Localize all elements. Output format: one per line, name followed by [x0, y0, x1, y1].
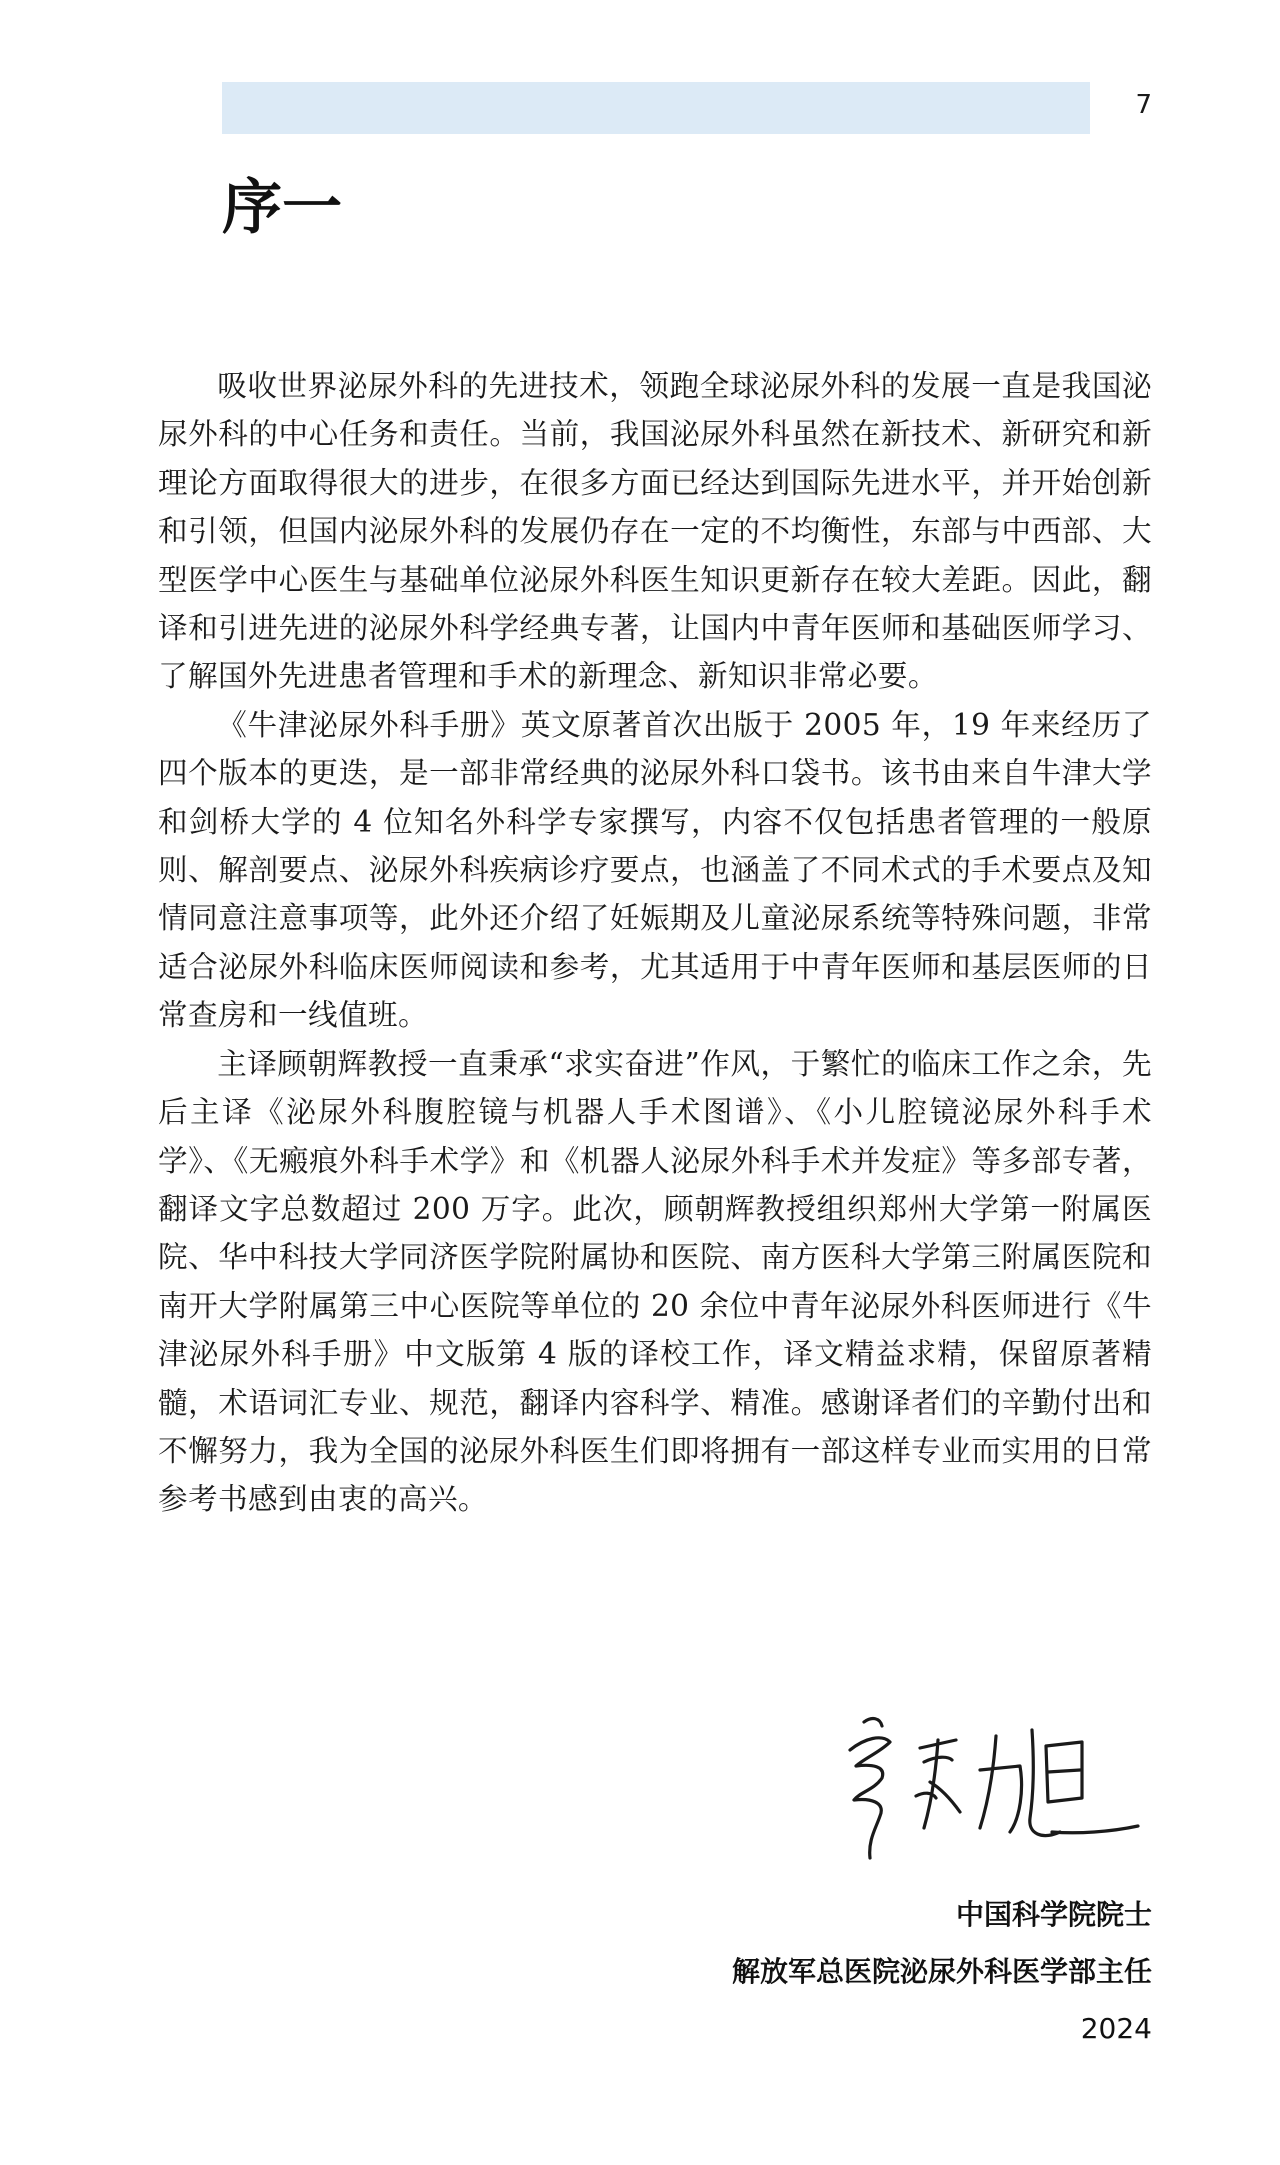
signature-affiliation: 解放军总医院泌尿外科医学部主任 [731, 1955, 1152, 1988]
paragraph-2: 《牛津泌尿外科手册》英文原著首次出版于 2005 年，19 年来经历了四个版本的更迭，是一部非常经典的泌尿外科口袋书。该书由来自牛津大学和剑桥大学的 4 位知名外科学专家撰写，内容不仅包括患者管理的一般原则、解剖要点、泌尿外科疾病诊疗要点，也涵盖了不同术式的手术要点及知情同意注意事项等，此外还介绍了妊娠期及儿童泌尿系统等特殊问题，非常适合泌尿外科临床医师阅读和参考，尤其适用于中青年医师和基层医师的日常查房和一线值班。 [158, 707, 1152, 1033]
paragraph-1: 吸收世界泌尿外科的先进技术，领跑全球泌尿外科的发展一直是我国泌尿外科的中心任务和责任。当前，我国泌尿外科虽然在新技术、新研究和新理论方面取得很大的进步，在很多方面已经达到国际先进水平，并开始创新和引领，但国内泌尿外科的发展仍存在一定的不均衡性，东部与中西部、大型医学中心医生与基础单位泌尿外科医生知识更新存在较大差距。因此，翻译和引进先进的泌尿外科学经典专著，让国内中青年医师和基础医师学习、了解国外先进患者管理和手术的新理念、新知识非常必要。 [158, 369, 1152, 694]
paragraph-3: 主译顾朝辉教授一直秉承“求实奋进”作风，于繁忙的临床工作之余，先后主译《泌尿外科腹腔镜与机器人手术图谱》、《小儿腔镜泌尿外科手术学》、《无瘢痕外科手术学》和《机器人泌尿外科手术并发症》等多部专著，翻译文字总数超过 200 万字。此次，顾朝辉教授组织郑州大学第一附属医院、华中科技大学同济医学院附属协和医院、南方医科大学第三附属医院和南开大学附属第三中心医院等单位的 20 余位中青年泌尿外科医师进行《牛津泌尿外科手册》中文版第 4 版的译校工作，译文精益求精，保留原著精髓，术语词汇专业、规范，翻译内容科学、精准。感谢译者们的辛勤付出和不懈努力，我为全国的泌尿外科医生们即将拥有一部这样专业而实用的日常参考书感到由衷的高兴。 [158, 1046, 1152, 1517]
signature-title: 中国科学院院士 [955, 1898, 1152, 1931]
preface-body [158, 362, 1152, 1524]
page-title: 序一 [222, 173, 342, 243]
signature-block [732, 1886, 1152, 2057]
page-number: 7 [1135, 90, 1152, 120]
handwritten-signature [820, 1700, 1160, 1880]
header-band [222, 82, 1090, 134]
signature-year: 2024 [1080, 2012, 1152, 2045]
